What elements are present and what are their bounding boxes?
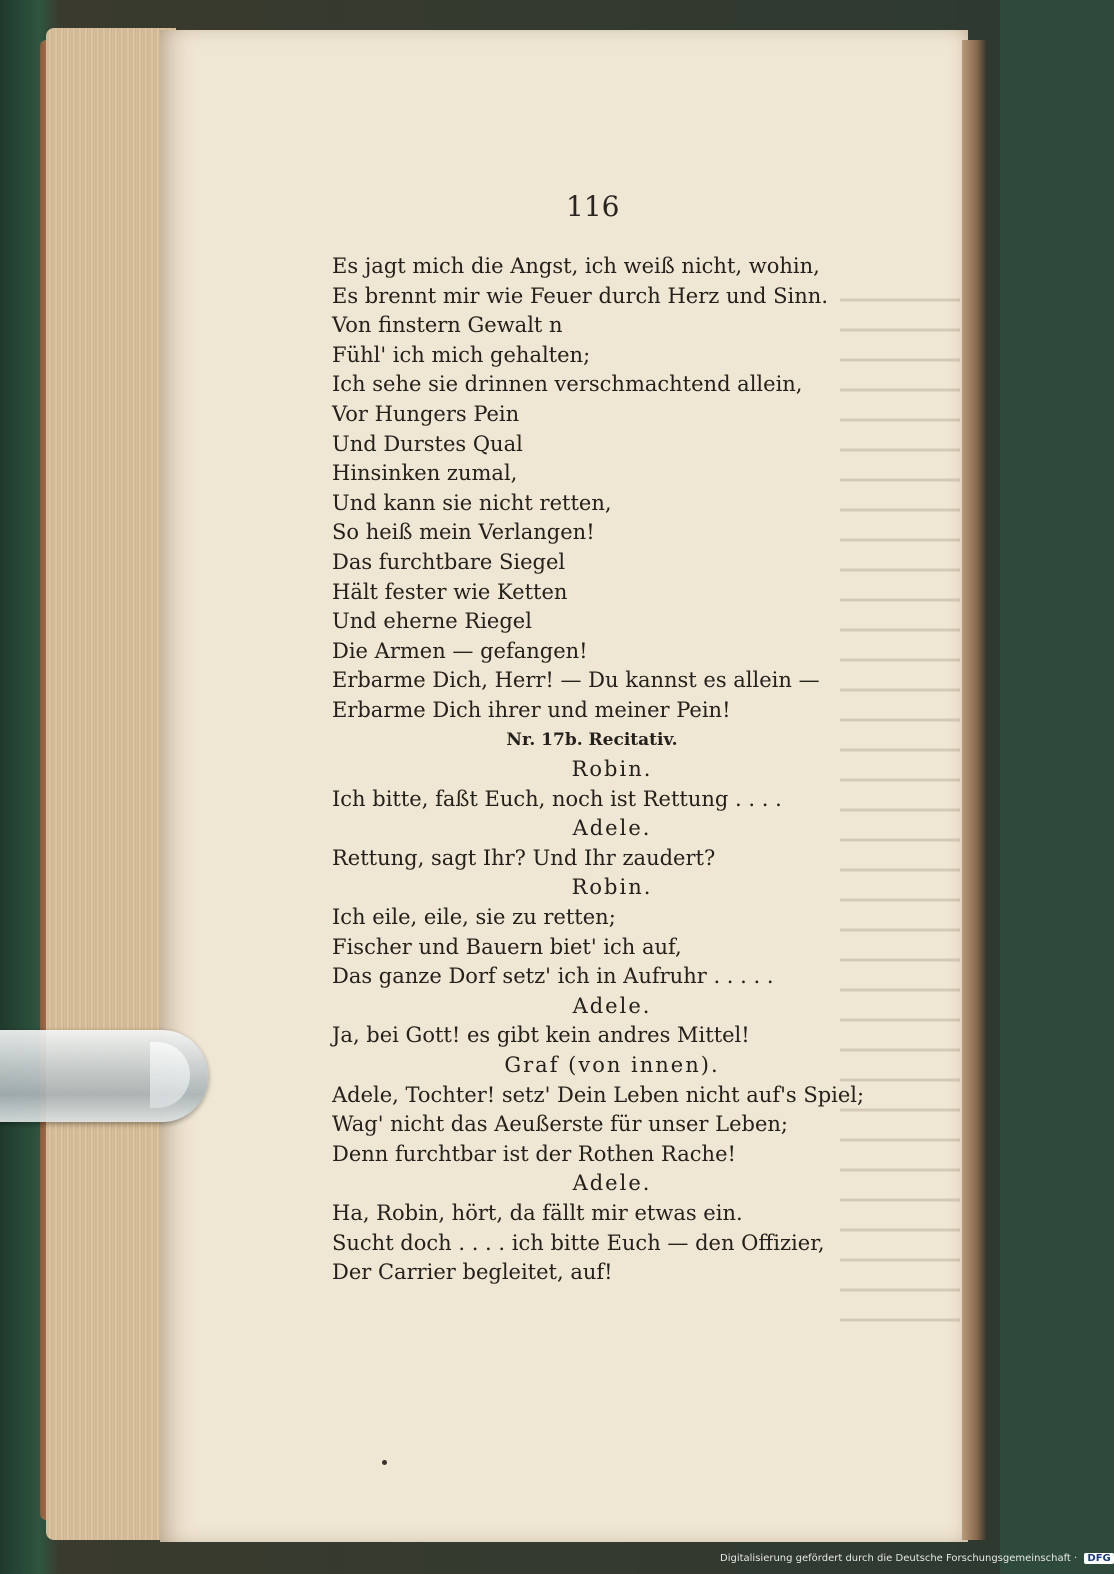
text-line: Die Armen — gefangen! <box>332 638 588 663</box>
dialogue-line: Denn furchtbar ist der Rothen Rache! <box>332 1141 736 1166</box>
dialogue-line: Rettung, sagt Ihr? Und Ihr zaudert? <box>332 845 716 870</box>
speaker-name: Adele. <box>572 816 652 841</box>
footer-text: Digitalisierung gefördert durch die Deutsche Forschungsgemeinschaft · <box>720 1553 1078 1564</box>
dialogue-line: Ich bitte, faßt Euch, noch ist Rettung . . . . <box>332 786 782 811</box>
digitization-footer <box>720 1553 1114 1564</box>
speaker-name: Adele. <box>572 1171 652 1196</box>
dialogue-line: Wag' nicht das Aeußerste für unser Leben; <box>332 1112 788 1137</box>
text-line: Und Durstes Qual <box>332 431 523 456</box>
text-line: Es jagt mich die Angst, ich weiß nicht, wohin, <box>332 254 820 278</box>
text-line: Fühl' ich mich gehalten; <box>332 342 591 367</box>
page-number: 116 <box>566 190 620 223</box>
text-line: Das furchtbare Siegel <box>332 549 566 574</box>
dialogue-line: Ich eile, eile, sie zu retten; <box>332 905 616 930</box>
show-through-text <box>840 280 960 1330</box>
text-line: Hinsinken zumal, <box>332 461 518 486</box>
text-line: Erbarme Dich, Herr! — Du kannst es allein — <box>332 668 820 693</box>
text-line: Vor Hungers Pein <box>332 401 520 426</box>
text-line: Erbarme Dich ihrer und meiner Pein! <box>332 697 731 722</box>
text-line: So heiß mein Verlangen! <box>332 520 595 545</box>
dialogue-line: Fischer und Bauern biet' ich auf, <box>332 934 682 959</box>
dialogue-line: Der Carrier begleitet, auf! <box>332 1260 613 1285</box>
dialogue-line: Ha, Robin, hört, da fällt mir etwas ein. <box>332 1201 743 1225</box>
book-gutter-right <box>962 40 986 1540</box>
text-line: Hält fester wie Ketten <box>332 579 568 604</box>
text-line: Von finstern Gewalt n <box>332 313 563 338</box>
dialogue-line: Ja, bei Gott! es gibt kein andres Mittel! <box>332 1023 750 1048</box>
section-heading: Nr. 17b. Recitativ. <box>506 729 678 750</box>
dialogue-line: Das ganze Dorf setz' ich in Aufruhr . . . . . <box>332 964 774 989</box>
text-block <box>332 252 865 1288</box>
page-stack-edge <box>46 28 176 1540</box>
speaker-name: Robin. <box>571 875 653 900</box>
ink-dot <box>382 1460 387 1465</box>
speaker-name: Graf (von innen). <box>504 1053 720 1078</box>
dialogue-line: Sucht doch . . . . ich bitte Euch — den Offizier, <box>332 1230 825 1255</box>
speaker-name: Robin. <box>571 757 653 782</box>
speaker-name: Adele. <box>572 993 652 1018</box>
text-line: Und kann sie nicht retten, <box>332 490 612 515</box>
dialogue-line: Adele, Tochter! setz' Dein Leben nicht auf's Spiel; <box>332 1082 865 1107</box>
text-line: Ich sehe sie drinnen verschmachtend allein, <box>332 372 803 397</box>
text-line: Es brennt mir wie Feuer durch Herz und Sinn. <box>332 283 828 308</box>
dfg-logo-icon: DFG <box>1084 1553 1113 1564</box>
text-line: Und eherne Riegel <box>332 609 532 634</box>
